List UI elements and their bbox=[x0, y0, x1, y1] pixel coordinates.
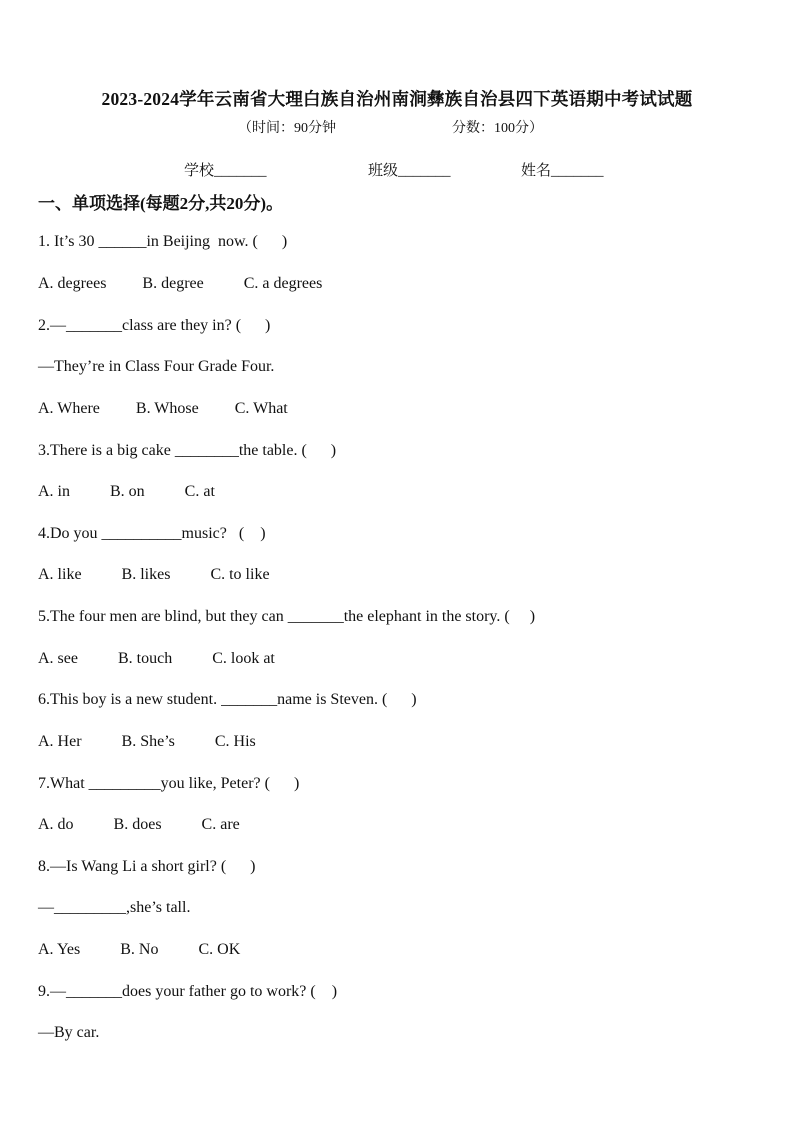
question-3: 3.There is a big cake ________the table. ( ) bbox=[38, 442, 337, 459]
question-1: 1. It’s 30 ______in Beijing now. ( ) bbox=[38, 233, 288, 250]
question-7: 7.What _________you like, Peter? ( ) bbox=[38, 775, 300, 792]
class-field: 班级_______ bbox=[368, 163, 451, 179]
question-5-options: A. see B. touch C. look at bbox=[38, 650, 275, 667]
question-2-answer-line: —They’re in Class Four Grade Four. bbox=[38, 358, 275, 375]
school-field: 学校_______ bbox=[184, 163, 267, 179]
section-heading: 一、单项选择(每题2分,共20分)。 bbox=[38, 194, 284, 213]
question-4-options: A. like B. likes C. to like bbox=[38, 566, 270, 583]
exam-time: （时间：90分钟 bbox=[238, 121, 336, 136]
question-2: 2.—_______class are they in? ( ) bbox=[38, 317, 271, 334]
question-8: 8.—Is Wang Li a short girl? ( ) bbox=[38, 858, 256, 875]
question-9-answer-line: —By car. bbox=[38, 1024, 100, 1041]
question-7-options: A. do B. does C. are bbox=[38, 816, 240, 833]
question-6: 6.This boy is a new student. _______name is Steven. ( ) bbox=[38, 691, 417, 708]
question-9: 9.—_______does your father go to work? ( ) bbox=[38, 983, 338, 1000]
name-field: 姓名_______ bbox=[521, 163, 604, 179]
exam-title: 2023-2024学年云南省大理白族自治州南涧彝族自治县四下英语期中考试试题 bbox=[101, 89, 693, 109]
question-8-answer-line: —_________,she’s tall. bbox=[38, 899, 191, 916]
question-8-options: A. Yes B. No C. OK bbox=[38, 941, 241, 958]
question-6-options: A. Her B. She’s C. His bbox=[38, 733, 256, 750]
question-1-options: A. degrees B. degree C. a degrees bbox=[38, 275, 323, 292]
question-3-options: A. in B. on C. at bbox=[38, 483, 215, 500]
question-5: 5.The four men are blind, but they can _______the elephant in the story. ( ) bbox=[38, 608, 536, 625]
question-2-options: A. Where B. Whose C. What bbox=[38, 400, 288, 417]
question-4: 4.Do you __________music? ( ) bbox=[38, 525, 266, 542]
exam-score: 分数：100分） bbox=[452, 121, 543, 136]
